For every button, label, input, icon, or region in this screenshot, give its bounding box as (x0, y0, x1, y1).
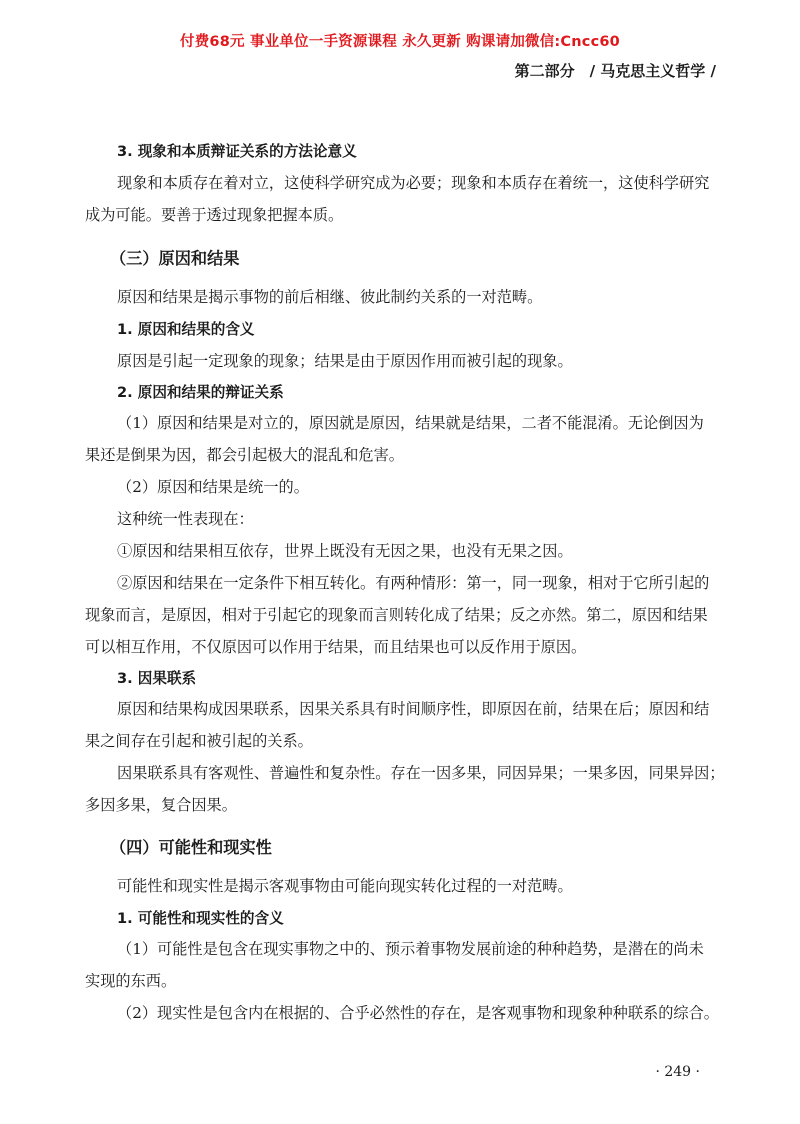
paragraph-line: 果还是倒果为因，都会引起极大的混乱和危害。 (85, 446, 404, 464)
paragraph-line: 原因和结果构成因果联系，因果关系具有时间顺序性，即原因在前，结果在后；原因和结 (117, 700, 710, 718)
paragraph-line: （2）原因和结果是统一的。 (117, 478, 309, 496)
subheading-meaning: 1. 原因和结果的含义 (117, 321, 255, 338)
paragraph-line: 现象和本质存在着对立，这使科学研究成为必要；现象和本质存在着统一，这使科学研究 (117, 174, 710, 192)
paragraph-line: 多因多果，复合因果。 (85, 796, 237, 814)
paragraph-line: 这种统一性表现在： (117, 510, 254, 528)
section-heading-possibility-reality: （四）可能性和现实性 (110, 838, 272, 857)
subheading-causal-link: 3. 因果联系 (117, 670, 197, 687)
paragraph-line: 因果联系具有客观性、普遍性和复杂性。存在一因多果，同因异果；一果多因，同果异因； (117, 764, 725, 782)
subheading-dialectic: 2. 原因和结果的辩证关系 (117, 384, 284, 401)
paragraph-line: （1）可能性是包含在现实事物之中的、预示着事物发展前途的种种趋势，是潜在的尚未 (117, 940, 704, 958)
paragraph-line: 现象而言，是原因，相对于引起它的现象而言则转化成了结果；反之亦然。第二，原因和结果 (85, 606, 708, 624)
paragraph-line: 原因是引起一定现象的现象；结果是由于原因作用而被引起的现象。 (117, 352, 573, 370)
watermark-banner: 付费68元 事业单位一手资源课程 永久更新 购课请加微信:Cncc60 (180, 34, 620, 50)
paragraph-line: （2）现实性是包含内在根据的、合乎必然性的存在，是客观事物和现象种种联系的综合。 (117, 1004, 719, 1022)
paragraph-line: 可能性和现实性是揭示客观事物由可能向现实转化过程的一对范畴。 (117, 877, 573, 895)
paragraph-line: ②原因和结果在一定条件下相互转化。有两种情形：第一，同一现象，相对于它所引起的 (117, 574, 710, 592)
paragraph-line: （1）原因和结果是对立的，原因就是原因，结果就是结果，二者不能混淆。无论倒因为 (117, 414, 704, 432)
paragraph-line: 原因和结果是揭示事物的前后相继、彼此制约关系的一对范畴。 (117, 288, 543, 306)
paragraph-line: 果之间存在引起和被引起的关系。 (85, 732, 313, 750)
subheading-methodology: 3. 现象和本质辩证关系的方法论意义 (117, 143, 357, 160)
paragraph-line: 可以相互作用，不仅原因可以作用于结果，而且结果也可以反作用于原因。 (85, 638, 587, 656)
subheading-possibility-meaning: 1. 可能性和现实性的含义 (117, 910, 284, 927)
paragraph-line: 实现的东西。 (85, 972, 177, 990)
running-head: 第二部分 / 马克思主义哲学 / (514, 62, 716, 80)
paragraph-line: ①原因和结果相互依存，世界上既没有无因之果，也没有无果之因。 (117, 542, 573, 560)
section-heading-cause-effect: （三）原因和结果 (110, 249, 240, 268)
page-number: · 249 · (655, 1064, 700, 1080)
paragraph-line: 成为可能。要善于透过现象把握本质。 (85, 206, 344, 224)
